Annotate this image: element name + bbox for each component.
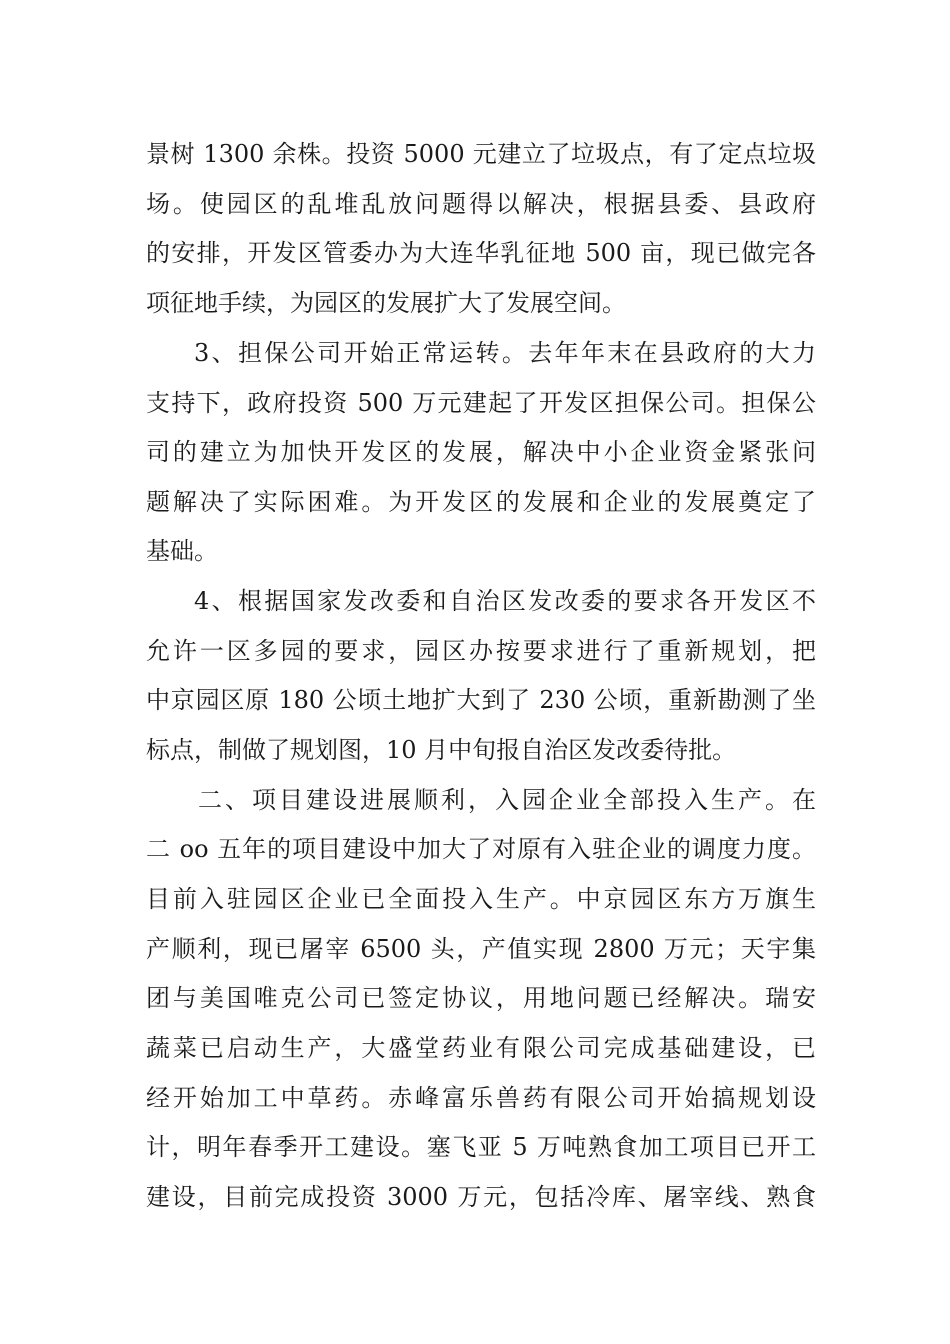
text-line: 项征地手续，为园区的发展扩大了发展空间。 bbox=[146, 289, 626, 317]
text-line: 景树 1300 余株。投资 5000 元建立了垃圾点，有了定点垃圾 bbox=[146, 140, 816, 168]
text-line: 蔬菜已启动生产，大盛堂药业有限公司完成基础建设，已 bbox=[146, 1034, 816, 1062]
text-line: 支持下，政府投资 500 万元建起了开发区担保公司。担保公 bbox=[146, 389, 816, 417]
paragraph-first-line: 4、根据国家发改委和自治区发改委的要求各开发区不 bbox=[194, 587, 816, 615]
text-line: 中京园区原 180 公顷土地扩大到了 230 公顷，重新勘测了坐 bbox=[146, 686, 816, 714]
text-line: 二 oo 五年的项目建设中加大了对原有入驻企业的调度力度。 bbox=[146, 835, 816, 863]
text-line: 建设，目前完成投资 3000 万元，包括冷库、屠宰线、熟食 bbox=[146, 1183, 816, 1211]
text-line: 产顺利，现已屠宰 6500 头，产值实现 2800 万元；天宇集 bbox=[146, 935, 816, 963]
text-line: 司的建立为加快开发区的发展，解决中小企业资金紧张问 bbox=[146, 438, 816, 466]
text-line: 场。使园区的乱堆乱放问题得以解决，根据县委、县政府 bbox=[146, 190, 816, 218]
text-line: 题解决了实际困难。为开发区的发展和企业的发展奠定了 bbox=[146, 488, 816, 516]
text-line: 经开始加工中草药。赤峰富乐兽药有限公司开始搞规划设 bbox=[146, 1084, 816, 1112]
paragraph-first-line: 3、担保公司开始正常运转。去年年末在县政府的大力 bbox=[194, 339, 816, 367]
text-line: 的安排，开发区管委办为大连华乳征地 500 亩，现已做完各 bbox=[146, 239, 816, 267]
text-line: 允许一区多园的要求，园区办按要求进行了重新规划，把 bbox=[146, 637, 816, 665]
text-line: 目前入驻园区企业已全面投入生产。中京园区东方万旗生 bbox=[146, 885, 816, 913]
text-line: 团与美国唯克公司已签定协议，用地问题已经解决。瑞安 bbox=[146, 984, 816, 1012]
text-line: 计，明年春季开工建设。塞飞亚 5 万吨熟食加工项目已开工 bbox=[146, 1133, 816, 1161]
text-line: 标点，制做了规划图，10 月中旬报自治区发改委待批。 bbox=[146, 736, 737, 764]
section-heading-line: 二、项目建设进展顺利，入园企业全部投入生产。在 bbox=[198, 786, 816, 814]
text-line: 基础。 bbox=[146, 537, 218, 565]
